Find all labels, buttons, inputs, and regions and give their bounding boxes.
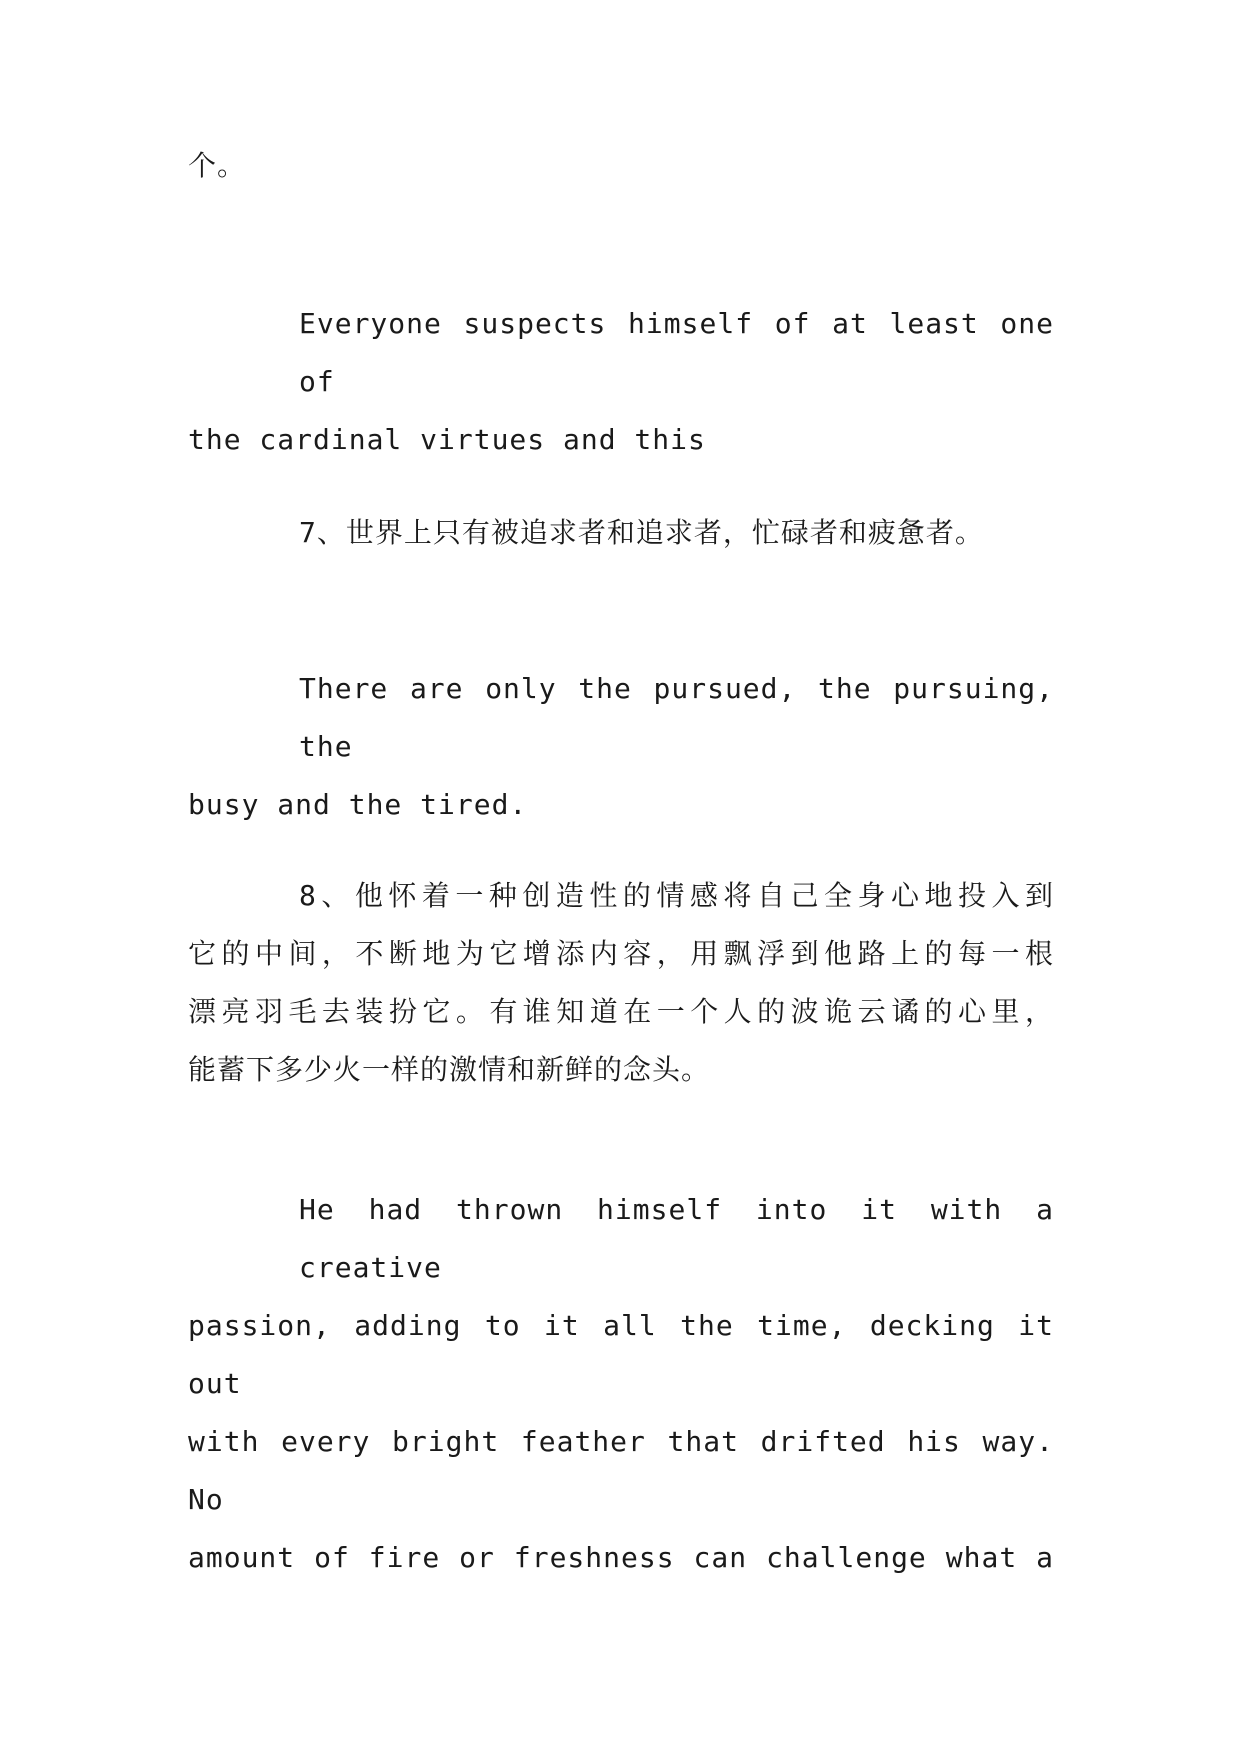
text-line: 个。: [188, 149, 247, 182]
paragraph-fragment: [188, 137, 1054, 195]
text-line: passion, adding to it all the time, decking it out: [188, 1309, 1054, 1400]
text-line: the cardinal virtues and this: [188, 423, 706, 456]
paragraph-english-8: [188, 1181, 1054, 1587]
text-line: He had thrown himself into it with a creative: [299, 1193, 1054, 1284]
paragraph-english-6: [188, 295, 1054, 469]
text-line: amount of fire or freshness can challenge what a: [188, 1541, 1054, 1574]
text-line: Everyone suspects himself of at least one of: [299, 307, 1054, 398]
text-line: 能蓄下多少火一样的激情和新鲜的念头。: [188, 1053, 711, 1086]
text-line: with every bright feather that drifted his way. No: [188, 1425, 1054, 1516]
text-line: busy and the tired.: [188, 788, 528, 821]
paragraph-chinese-7: [188, 504, 1054, 562]
text-line: 8、他怀着一种创造性的情感将自己全身心地投入到: [299, 879, 1054, 912]
text-line: There are only the pursued, the pursuing, the: [299, 672, 1054, 763]
paragraph-chinese-8: [188, 867, 1054, 1099]
text-line: 它的中间，不断地为它增添内容，用飘浮到他路上的每一根: [188, 937, 1054, 970]
text-line: 漂亮羽毛去装扮它。有谁知道在一个人的波诡云谲的心里，: [188, 995, 1054, 1028]
text-line: 7、世界上只有被追求者和追求者，忙碌者和疲惫者。: [299, 516, 984, 549]
paragraph-english-7: [188, 660, 1054, 834]
